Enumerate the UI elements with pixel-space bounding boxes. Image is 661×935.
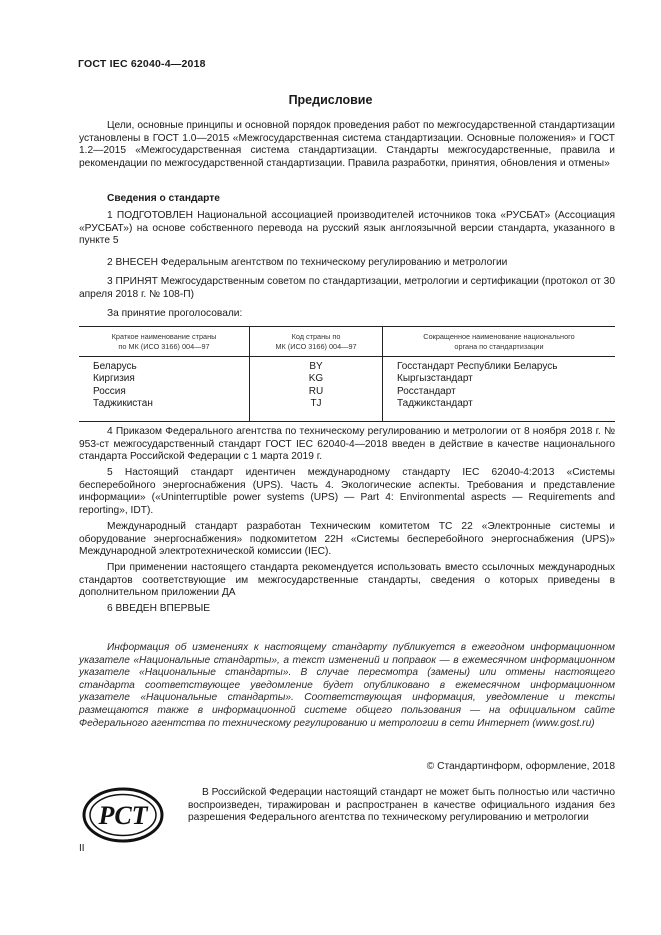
table-header-body: Сокращенное наименование национального органа по стандартизации bbox=[383, 327, 616, 357]
item-2-paragraph: 2 ВНЕСЕН Федеральным агентством по техническому регулированию и метрологии bbox=[107, 257, 508, 268]
reproduction-rights-notice: В Российской Федерации настоящий стандарт не может быть полностью или частично воспроизведен, тиражирован и распространен в качестве официального издания без разрешения Федерального агентства по техническому регулированию и метрологии bbox=[188, 787, 615, 824]
voting-countries-table bbox=[79, 326, 615, 422]
country-name: Россия bbox=[93, 385, 126, 397]
country-codes-cell bbox=[250, 357, 383, 422]
country-code: RU bbox=[308, 385, 324, 397]
page-title: Предисловие bbox=[288, 93, 373, 107]
country-names-cell bbox=[79, 357, 250, 422]
standards-body: Таджикстандарт bbox=[397, 398, 473, 410]
standards-body: Госстандарт Республики Беларусь bbox=[397, 361, 558, 372]
vote-label: За принятие проголосовали: bbox=[107, 308, 243, 319]
item-6-paragraph: 6 ВВЕДЕН ВПЕРВЫЕ bbox=[107, 603, 211, 614]
country-code: BY bbox=[309, 361, 323, 372]
standard-code-header: ГОСТ IEC 62040-4—2018 bbox=[78, 58, 206, 70]
country-name: Таджикистан bbox=[93, 398, 153, 410]
country-code: KG bbox=[308, 373, 324, 385]
country-code: TJ bbox=[310, 398, 322, 410]
standards-bodies-cell bbox=[383, 357, 616, 422]
standards-body: Росстандарт bbox=[397, 385, 456, 397]
table-header-row bbox=[79, 327, 615, 357]
item-5-references-paragraph: При применении настоящего стандарта рекомендуется использовать вместо ссылочных международных стандартов соответствующие им межгосударственные стандарты, сведения о которых приведены в дополнительном приложении ДА bbox=[79, 562, 615, 599]
section-heading: Сведения о стандарте bbox=[107, 193, 220, 204]
standards-body: Кыргызстандарт bbox=[397, 373, 473, 385]
country-name: Беларусь bbox=[93, 361, 137, 372]
table-row bbox=[79, 357, 615, 422]
country-name: Киргизия bbox=[93, 373, 135, 385]
intro-paragraph: Цели, основные принципы и основной порядок проведения работ по межгосударственной стандартизации установлены в ГОСТ 1.0—2015 «Межгосударственная система стандартизации. Основные положения» и ГОСТ 1.2—2015 «Межгосударственная система стандартизации. Стандарты межгосударственные, правила и рекомендации по межгосударственной стандартизации. Правила разработки, принятия, обновления и отмены» bbox=[79, 120, 615, 169]
item-1-paragraph: 1 ПОДГОТОВЛЕН Национальной ассоциацией производителей источников тока «РУСБАТ» (Ассоциация «РУСБАТ») на основе собственного перевода на русский язык англоязычной версии стандарта, указанного в пункте 5 bbox=[79, 210, 615, 247]
item-5-paragraph: 5 Настоящий стандарт идентичен международному стандарту IEC 62040-4:2013 «Системы бесперебойного энергоснабжения (UPS). Часть 4. Экологические аспекты. Требования и представление информации» («Uninterruptible power systems (UPS) — Part 4: Environmental aspects — Requirements and reporting», IDT). bbox=[79, 467, 615, 516]
logo-lettering: РСТ bbox=[98, 801, 148, 830]
item-4-paragraph: 4 Приказом Федерального агентства по техническому регулированию и метрологии от 8 ноября 2018 г. № 953-ст межгосударственный стандарт ГОСТ IEC 62040-4—2018 введен в действие в качестве национального стандарта Российской Федерации с 1 марта 2019 г. bbox=[79, 426, 615, 463]
table-header-code: Код страны по МК (ИСО 3166) 004—97 bbox=[250, 327, 383, 357]
item-3-paragraph: 3 ПРИНЯТ Межгосударственным советом по стандартизации, метрологии и сертификации (протокол от 30 апреля 2018 г. № 108-П) bbox=[79, 276, 615, 300]
rst-mark-logo-icon bbox=[82, 786, 164, 844]
amendments-info-note: Информация об изменениях к настоящему стандарту публикуется в ежегодном информационном указателе «Национальные стандарты», а текст изменений и поправок — в ежемесячном информационном указателе «Национальные стандарты». В случае пересмотра (замены) или отмены настоящего стандарта соответствующее уведомление будет опубликовано в ежемесячном информационном указателе «Национальные стандарты». Соответствующая информация, уведомление и тексты размещаются также в информационной системе общего пользования — на официальном сайте Федерального агентства по техническому регулированию и метрологии в сети Интернет (www.gost.ru) bbox=[79, 642, 615, 729]
copyright-line: © Стандартинформ, оформление, 2018 bbox=[426, 761, 615, 772]
table-header-country: Краткое наименование страны по МК (ИСО 3166) 004—97 bbox=[79, 327, 250, 357]
item-5-committee-paragraph: Международный стандарт разработан Техническим комитетом ТС 22 «Электронные системы и оборудование энергоснабжения» подкомитетом 22H «Системы бесперебойного энергоснабжения (UPS)» Международной электротехнической комиссии (IEC). bbox=[79, 521, 615, 558]
page-number: II bbox=[79, 843, 85, 854]
